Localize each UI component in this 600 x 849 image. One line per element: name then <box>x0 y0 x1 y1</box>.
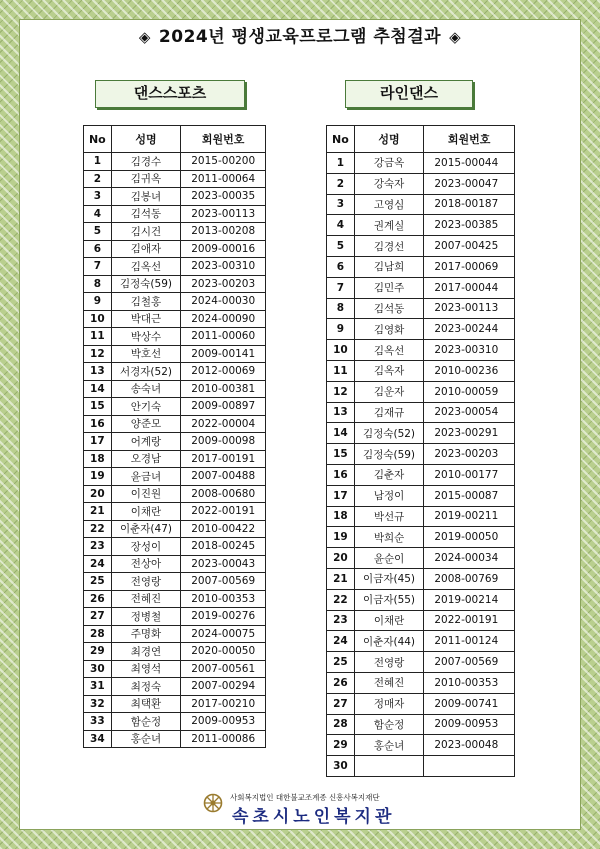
row-member-id: 2023-00310 <box>424 340 515 361</box>
row-name: 강금옥 <box>354 153 424 174</box>
row-member-id: 2023-00310 <box>181 258 266 276</box>
table-row <box>84 170 266 188</box>
row-no: 3 <box>84 188 112 206</box>
table-row <box>327 194 515 215</box>
row-name: 김민주 <box>354 277 424 298</box>
row-member-id: 2023-00047 <box>424 173 515 194</box>
row-name: 김영화 <box>354 319 424 340</box>
row-member-id: 2009-00741 <box>424 693 515 714</box>
row-name: 박호선 <box>111 345 181 363</box>
table-row <box>84 258 266 276</box>
row-no: 2 <box>327 173 355 194</box>
table-row <box>84 625 266 643</box>
row-name: 김정숙(59) <box>111 275 181 293</box>
row-name: 김경선 <box>354 236 424 257</box>
row-no: 17 <box>84 433 112 451</box>
row-name: 김석동 <box>111 205 181 223</box>
row-name: 강숙자 <box>354 173 424 194</box>
row-no: 11 <box>327 360 355 381</box>
row-name: 함순정 <box>111 713 181 731</box>
row-member-id: 2010-00381 <box>181 380 266 398</box>
row-member-id: 2009-00953 <box>181 713 266 731</box>
row-member-id <box>424 756 515 777</box>
row-name: 박선규 <box>354 506 424 527</box>
row-no: 4 <box>327 215 355 236</box>
table-row <box>327 298 515 319</box>
table-row <box>84 328 266 346</box>
row-no: 33 <box>84 713 112 731</box>
row-member-id: 2008-00680 <box>181 485 266 503</box>
row-no: 18 <box>327 506 355 527</box>
row-name: 이진원 <box>111 485 181 503</box>
row-name: 김재규 <box>354 402 424 423</box>
category-label-dance-sports: 댄스스포츠 <box>95 80 245 108</box>
row-no: 10 <box>84 310 112 328</box>
row-no: 25 <box>84 573 112 591</box>
row-member-id: 2018-00187 <box>424 194 515 215</box>
row-name: 고영심 <box>354 194 424 215</box>
table-row <box>84 363 266 381</box>
row-member-id: 2018-00245 <box>181 538 266 556</box>
row-name: 정매자 <box>354 693 424 714</box>
table-row <box>327 610 515 631</box>
table-row <box>84 730 266 748</box>
table-row <box>84 608 266 626</box>
row-member-id: 2024-00034 <box>424 548 515 569</box>
row-name: 함순정 <box>354 714 424 735</box>
row-no: 4 <box>84 205 112 223</box>
row-no: 24 <box>327 631 355 652</box>
table-row <box>327 652 515 673</box>
row-no: 8 <box>84 275 112 293</box>
row-member-id: 2012-00069 <box>181 363 266 381</box>
table-row <box>84 188 266 206</box>
row-member-id: 2007-00561 <box>181 660 266 678</box>
row-name: 윤금녀 <box>111 468 181 486</box>
table-row <box>327 506 515 527</box>
table-row <box>84 468 266 486</box>
table-row <box>84 503 266 521</box>
table-row <box>327 714 515 735</box>
row-name: 김봉녀 <box>111 188 181 206</box>
row-member-id: 2010-00353 <box>181 590 266 608</box>
row-name: 주명화 <box>111 625 181 643</box>
row-name: 김시건 <box>111 223 181 241</box>
row-name: 양준모 <box>111 415 181 433</box>
row-name: 김정숙(52) <box>354 423 424 444</box>
row-name: 전혜진 <box>111 590 181 608</box>
row-name: 박희순 <box>354 527 424 548</box>
row-member-id: 2022-00191 <box>424 610 515 631</box>
row-member-id: 2023-00203 <box>181 275 266 293</box>
row-no: 1 <box>84 153 112 171</box>
row-name: 이채란 <box>354 610 424 631</box>
row-name: 전상아 <box>111 555 181 573</box>
row-member-id: 2017-00069 <box>424 256 515 277</box>
row-member-id: 2013-00208 <box>181 223 266 241</box>
row-name: 남정이 <box>354 485 424 506</box>
row-member-id: 2007-00569 <box>424 652 515 673</box>
row-member-id: 2009-00098 <box>181 433 266 451</box>
row-member-id: 2023-00048 <box>424 735 515 756</box>
row-no: 26 <box>327 672 355 693</box>
row-member-id: 2010-00236 <box>424 360 515 381</box>
table-row <box>327 485 515 506</box>
row-no: 9 <box>84 293 112 311</box>
table-row <box>84 275 266 293</box>
table-row <box>84 660 266 678</box>
table-row <box>327 236 515 257</box>
row-no: 16 <box>327 464 355 485</box>
row-no: 21 <box>84 503 112 521</box>
row-no: 23 <box>327 610 355 631</box>
row-name: 장성이 <box>111 538 181 556</box>
row-no: 15 <box>84 398 112 416</box>
table-row <box>84 415 266 433</box>
row-name: 김경수 <box>111 153 181 171</box>
row-member-id: 2017-00191 <box>181 450 266 468</box>
row-member-id: 2015-00044 <box>424 153 515 174</box>
table-row <box>84 538 266 556</box>
row-no: 20 <box>84 485 112 503</box>
footer-subtitle: 사회복지법인 대한불교조계종 신흥사복지재단 <box>230 793 380 802</box>
row-name: 이금자(55) <box>354 589 424 610</box>
row-member-id: 2017-00044 <box>424 277 515 298</box>
row-no: 5 <box>327 236 355 257</box>
table-row <box>84 398 266 416</box>
row-no: 12 <box>327 381 355 402</box>
row-member-id: 2009-00141 <box>181 345 266 363</box>
row-name: 전혜진 <box>354 672 424 693</box>
table-header-row <box>327 126 515 153</box>
row-member-id: 2023-00043 <box>181 555 266 573</box>
row-no: 7 <box>84 258 112 276</box>
row-name: 김철홍 <box>111 293 181 311</box>
row-member-id: 2015-00087 <box>424 485 515 506</box>
table-row <box>84 573 266 591</box>
row-name: 김춘자 <box>354 464 424 485</box>
table-row <box>84 590 266 608</box>
table-row <box>327 464 515 485</box>
row-name: 홍순녀 <box>111 730 181 748</box>
row-name: 송숙녀 <box>111 380 181 398</box>
row-member-id: 2015-00200 <box>181 153 266 171</box>
row-name: 김귀옥 <box>111 170 181 188</box>
row-member-id: 2011-00124 <box>424 631 515 652</box>
row-name: 전영랑 <box>354 652 424 673</box>
row-member-id: 2019-00211 <box>424 506 515 527</box>
table-row <box>84 678 266 696</box>
table-row <box>84 555 266 573</box>
row-name: 김운자 <box>354 381 424 402</box>
row-member-id: 2010-00059 <box>424 381 515 402</box>
row-no: 28 <box>84 625 112 643</box>
row-name <box>354 756 424 777</box>
row-member-id: 2023-00291 <box>424 423 515 444</box>
row-no: 25 <box>327 652 355 673</box>
table-row <box>327 340 515 361</box>
row-member-id: 2022-00004 <box>181 415 266 433</box>
header-name: 성명 <box>111 126 181 153</box>
row-name: 박대근 <box>111 310 181 328</box>
row-no: 5 <box>84 223 112 241</box>
row-no: 27 <box>84 608 112 626</box>
row-no: 13 <box>327 402 355 423</box>
row-member-id: 2009-00897 <box>181 398 266 416</box>
table-row <box>84 485 266 503</box>
table-row <box>84 240 266 258</box>
table-row <box>84 695 266 713</box>
row-no: 10 <box>327 340 355 361</box>
row-no: 34 <box>84 730 112 748</box>
row-no: 19 <box>327 527 355 548</box>
table-row <box>327 589 515 610</box>
table-row <box>84 205 266 223</box>
table-row <box>327 423 515 444</box>
table-row <box>84 345 266 363</box>
row-member-id: 2007-00294 <box>181 678 266 696</box>
row-no: 24 <box>84 555 112 573</box>
row-name: 최영석 <box>111 660 181 678</box>
row-name: 서경자(52) <box>111 363 181 381</box>
row-no: 26 <box>84 590 112 608</box>
row-member-id: 2007-00488 <box>181 468 266 486</box>
row-name: 전영랑 <box>111 573 181 591</box>
row-no: 1 <box>327 153 355 174</box>
table-row <box>327 527 515 548</box>
row-no: 30 <box>84 660 112 678</box>
header-member-id: 회원번호 <box>181 126 266 153</box>
row-no: 28 <box>327 714 355 735</box>
row-name: 이금자(45) <box>354 568 424 589</box>
table-row <box>327 402 515 423</box>
row-member-id: 2011-00086 <box>181 730 266 748</box>
row-no: 9 <box>327 319 355 340</box>
row-no: 16 <box>84 415 112 433</box>
category-label-line-dance: 라인댄스 <box>345 80 473 108</box>
table-row <box>84 223 266 241</box>
row-no: 12 <box>84 345 112 363</box>
dharma-wheel-icon <box>203 793 223 813</box>
row-no: 27 <box>327 693 355 714</box>
table-row <box>84 713 266 731</box>
row-no: 6 <box>327 256 355 277</box>
table-row <box>327 672 515 693</box>
row-no: 22 <box>327 589 355 610</box>
row-member-id: 2024-00090 <box>181 310 266 328</box>
row-no: 3 <box>327 194 355 215</box>
table-row <box>84 520 266 538</box>
row-name: 이춘자(44) <box>354 631 424 652</box>
page-title <box>0 22 600 47</box>
row-name: 정병철 <box>111 608 181 626</box>
table-row <box>327 735 515 756</box>
row-no: 11 <box>84 328 112 346</box>
row-member-id: 2010-00422 <box>181 520 266 538</box>
row-no: 23 <box>84 538 112 556</box>
row-member-id: 2019-00214 <box>424 589 515 610</box>
table-row <box>327 360 515 381</box>
row-name: 김남희 <box>354 256 424 277</box>
row-name: 오경남 <box>111 450 181 468</box>
row-member-id: 2022-00191 <box>181 503 266 521</box>
table-row <box>327 548 515 569</box>
row-member-id: 2010-00177 <box>424 464 515 485</box>
row-no: 14 <box>84 380 112 398</box>
row-name: 이채란 <box>111 503 181 521</box>
row-member-id: 2017-00210 <box>181 695 266 713</box>
row-name: 윤순이 <box>354 548 424 569</box>
diamond-icon: ◈ <box>449 28 462 46</box>
table-row <box>327 215 515 236</box>
row-no: 22 <box>84 520 112 538</box>
row-name: 김옥선 <box>354 340 424 361</box>
results-table-line-dance <box>326 125 515 777</box>
row-no: 7 <box>327 277 355 298</box>
row-name: 이춘자(47) <box>111 520 181 538</box>
row-no: 14 <box>327 423 355 444</box>
table-row <box>327 693 515 714</box>
row-no: 29 <box>84 643 112 661</box>
row-member-id: 2007-00569 <box>181 573 266 591</box>
row-member-id: 2023-00203 <box>424 444 515 465</box>
footer-org-name: 속초시노인복지관 <box>232 807 396 827</box>
row-name: 김석동 <box>354 298 424 319</box>
table-row <box>327 173 515 194</box>
row-no: 30 <box>327 756 355 777</box>
row-no: 32 <box>84 695 112 713</box>
row-name: 김옥선 <box>111 258 181 276</box>
row-name: 김옥자 <box>354 360 424 381</box>
row-name: 김애자 <box>111 240 181 258</box>
table-row <box>327 444 515 465</box>
table-row <box>327 756 515 777</box>
row-name: 안기숙 <box>111 398 181 416</box>
row-member-id: 2019-00276 <box>181 608 266 626</box>
table-row <box>327 277 515 298</box>
row-member-id: 2024-00075 <box>181 625 266 643</box>
header-no: No <box>327 126 355 153</box>
row-no: 17 <box>327 485 355 506</box>
row-member-id: 2020-00050 <box>181 643 266 661</box>
diamond-icon: ◈ <box>138 28 151 46</box>
table-row <box>327 631 515 652</box>
table-header-row <box>84 126 266 153</box>
row-no: 29 <box>327 735 355 756</box>
row-no: 6 <box>84 240 112 258</box>
row-member-id: 2023-00244 <box>424 319 515 340</box>
row-member-id: 2023-00054 <box>424 402 515 423</box>
row-member-id: 2011-00060 <box>181 328 266 346</box>
row-member-id: 2009-00953 <box>424 714 515 735</box>
table-row <box>84 380 266 398</box>
row-name: 최정숙 <box>111 678 181 696</box>
table-row <box>327 256 515 277</box>
row-no: 31 <box>84 678 112 696</box>
row-name: 박상수 <box>111 328 181 346</box>
row-member-id: 2023-00113 <box>424 298 515 319</box>
header-member-id: 회원번호 <box>424 126 515 153</box>
row-no: 8 <box>327 298 355 319</box>
row-member-id: 2023-00113 <box>181 205 266 223</box>
page-title-text: 2024년 평생교육프로그램 추첨결과 <box>158 27 442 47</box>
row-no: 2 <box>84 170 112 188</box>
table-row <box>84 643 266 661</box>
results-table-dance-sports <box>83 125 266 748</box>
row-member-id: 2007-00425 <box>424 236 515 257</box>
row-no: 13 <box>84 363 112 381</box>
row-member-id: 2011-00064 <box>181 170 266 188</box>
header-name: 성명 <box>354 126 424 153</box>
table-row <box>327 381 515 402</box>
table-row <box>84 450 266 468</box>
table-row <box>327 153 515 174</box>
row-name: 어계랑 <box>111 433 181 451</box>
table-row <box>84 310 266 328</box>
table-row <box>84 433 266 451</box>
row-name: 권계실 <box>354 215 424 236</box>
row-member-id: 2019-00050 <box>424 527 515 548</box>
row-member-id: 2010-00353 <box>424 672 515 693</box>
table-row <box>84 293 266 311</box>
row-member-id: 2023-00035 <box>181 188 266 206</box>
header-no: No <box>84 126 112 153</box>
row-member-id: 2023-00385 <box>424 215 515 236</box>
row-no: 21 <box>327 568 355 589</box>
row-no: 19 <box>84 468 112 486</box>
row-no: 15 <box>327 444 355 465</box>
table-row <box>327 568 515 589</box>
row-member-id: 2024-00030 <box>181 293 266 311</box>
row-no: 18 <box>84 450 112 468</box>
table-row <box>327 319 515 340</box>
row-no: 20 <box>327 548 355 569</box>
row-name: 최택환 <box>111 695 181 713</box>
table-row <box>84 153 266 171</box>
row-name: 홍순녀 <box>354 735 424 756</box>
row-name: 최경연 <box>111 643 181 661</box>
row-name: 김정숙(59) <box>354 444 424 465</box>
row-member-id: 2009-00016 <box>181 240 266 258</box>
row-member-id: 2008-00769 <box>424 568 515 589</box>
